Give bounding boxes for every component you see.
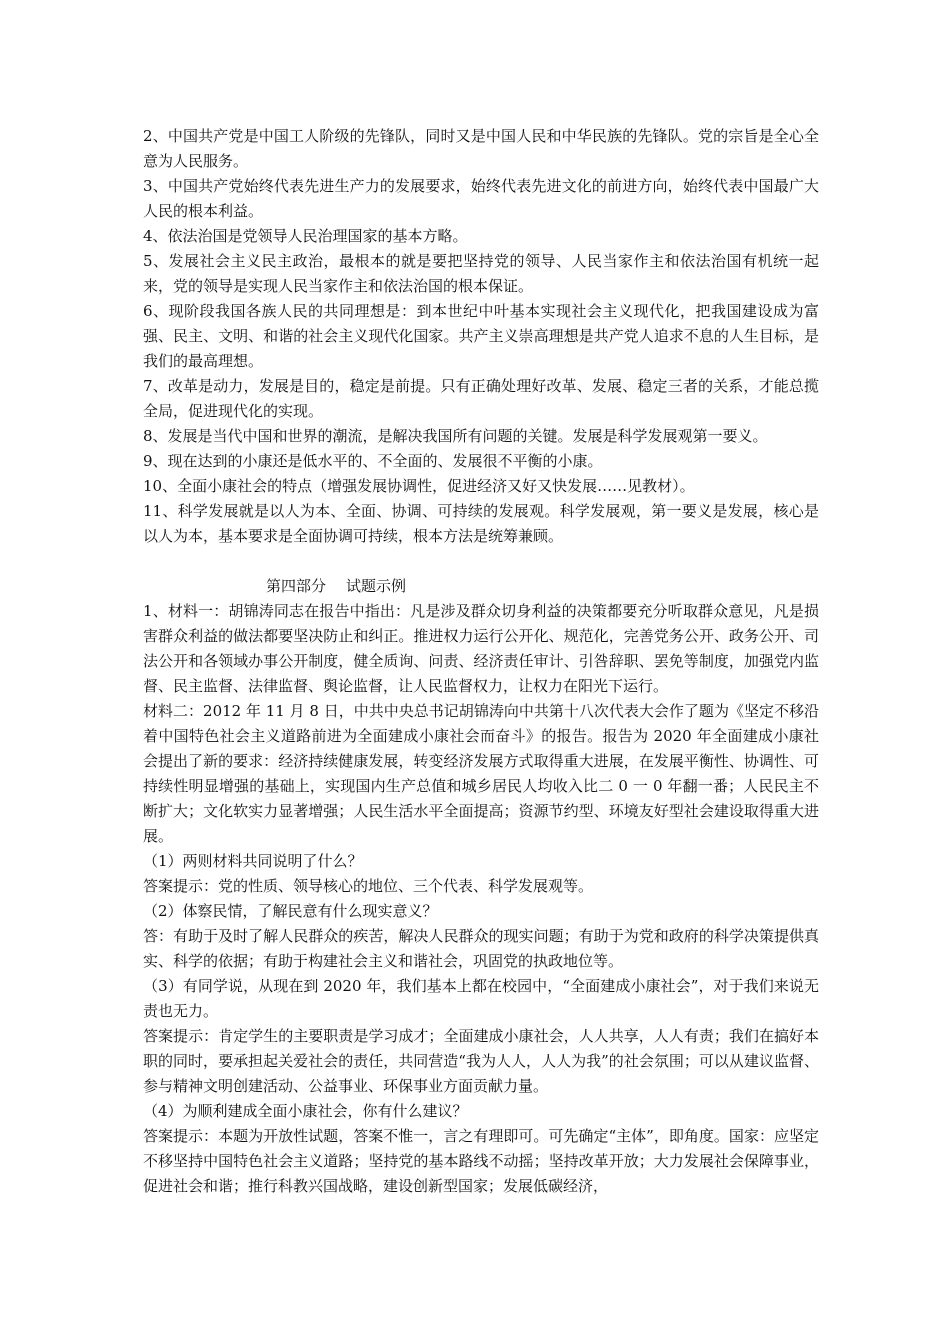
question-2: （2）体察民情，了解民意有什么现实意义？ xyxy=(143,902,438,920)
point-5: 5、发展社会主义民主政治，最根本的就是要把坚持党的领导、人民当家作主和依法治国有机统一起来，党的领导是实现人民当家作主和依法治国的根本保证。 xyxy=(143,252,819,295)
question-3: （3）有同学说，从现在到 2020 年，我们基本上都在校园中，“全面建成小康社会”，对于我们来说无责也无力。 xyxy=(143,977,819,1020)
blank-line xyxy=(143,549,819,574)
answer-1: 答案提示：党的性质、领导核心的地位、三个代表、科学发展观等。 xyxy=(143,877,594,895)
question-4: （4）为顺利建成全面小康社会，你有什么建议？ xyxy=(143,1102,468,1120)
point-8: 8、发展是当代中国和世界的潮流，是解决我国所有问题的关键。发展是科学发展观第一要义。 xyxy=(143,427,768,445)
document-page xyxy=(143,124,819,1199)
point-2: 2、中国共产党是中国工人阶级的先锋队，同时又是中国人民和中华民族的先锋队。党的宗旨是全心全意为人民服务。 xyxy=(143,127,819,170)
section-part: 第四部分 xyxy=(266,577,327,595)
answer-4: 答案提示：本题为开放性试题，答案不惟一，言之有理即可。可先确定“主体”，即角度。国家：应坚定不移坚持中国特色社会主义道路；坚持党的基本路线不动摇；坚持改革开放；大力发展社会保障事业，促进社会和谐；推行科教兴国战略，建设创新型国家；发展低碳经济， xyxy=(143,1127,819,1195)
point-9: 9、现在达到的小康还是低水平的、不全面的、发展很不平衡的小康。 xyxy=(143,452,603,470)
point-7: 7、改革是动力，发展是目的，稳定是前提。只有正确处理好改革、发展、稳定三者的关系，才能总揽全局，促进现代化的实现。 xyxy=(143,377,819,420)
point-4: 4、依法治国是党领导人民治理国家的基本方略。 xyxy=(143,227,468,245)
material-two: 材料二：2012 年 11 月 8 日，中共中央总书记胡锦涛向中共第十八次代表大会作了题为《坚定不移沿着中国特色社会主义道路前进为全面建成小康社会而奋斗》的报告。报告为 2020 年全面建成小康社会提出了新的要求：经济持续健康发展，转变经济发展方式取得重大进展，在发展平衡性、协调性、可持续性明显增强的基础上，实现国内生产总值和城乡居民人均收入比二 0 一 0 年翻一番；人民民主不断扩大；文化软实力显著增强；人民生活水平全面提高；资源节约型、环境友好型社会建设取得重大进展。 xyxy=(143,702,819,845)
section-heading xyxy=(143,574,819,599)
answer-3: 答案提示：肯定学生的主要职责是学习成才；全面建成小康社会，人人共享，人人有责；我们在搞好本职的同时，要承担起关爱社会的责任，共同营造“我为人人，人人为我”的社会氛围；可以从建议监督、参与精神文明创建活动、公益事业、环保事业方面贡献力量。 xyxy=(143,1027,819,1095)
material-one: 1、材料一：胡锦涛同志在报告中指出：凡是涉及群众切身利益的决策都要充分听取群众意见，凡是损害群众利益的做法都要坚决防止和纠正。推进权力运行公开化、规范化，完善党务公开、政务公开、司法公开和各领域办事公开制度，健全质询、问责、经济责任审计、引咎辞职、罢免等制度，加强党内监督、民主监督、法律监督、舆论监督，让人民监督权力，让权力在阳光下运行。 xyxy=(143,602,819,695)
point-3: 3、中国共产党始终代表先进生产力的发展要求，始终代表先进文化的前进方向，始终代表中国最广大人民的根本利益。 xyxy=(143,177,819,220)
point-11: 11、科学发展就是以人为本、全面、协调、可持续的发展观。科学发展观，第一要义是发展，核心是以人为本，基本要求是全面协调可持续，根本方法是统筹兼顾。 xyxy=(143,502,819,545)
section-title: 试题示例 xyxy=(346,577,407,595)
point-10: 10、全面小康社会的特点（增强发展协调性，促进经济又好又快发展……见教材）。 xyxy=(143,477,695,495)
answer-2: 答：有助于及时了解人民群众的疾苦，解决人民群众的现实问题；有助于为党和政府的科学决策提供真实、科学的依据；有助于构建社会主义和谐社会，巩固党的执政地位等。 xyxy=(143,927,819,970)
question-1: （1）两则材料共同说明了什么？ xyxy=(143,852,363,870)
point-6: 6、现阶段我国各族人民的共同理想是：到本世纪中叶基本实现社会主义现代化，把我国建设成为富强、民主、文明、和谐的社会主义现代化国家。共产主义崇高理想是共产党人追求不息的人生目标，是我们的最高理想。 xyxy=(143,302,819,370)
